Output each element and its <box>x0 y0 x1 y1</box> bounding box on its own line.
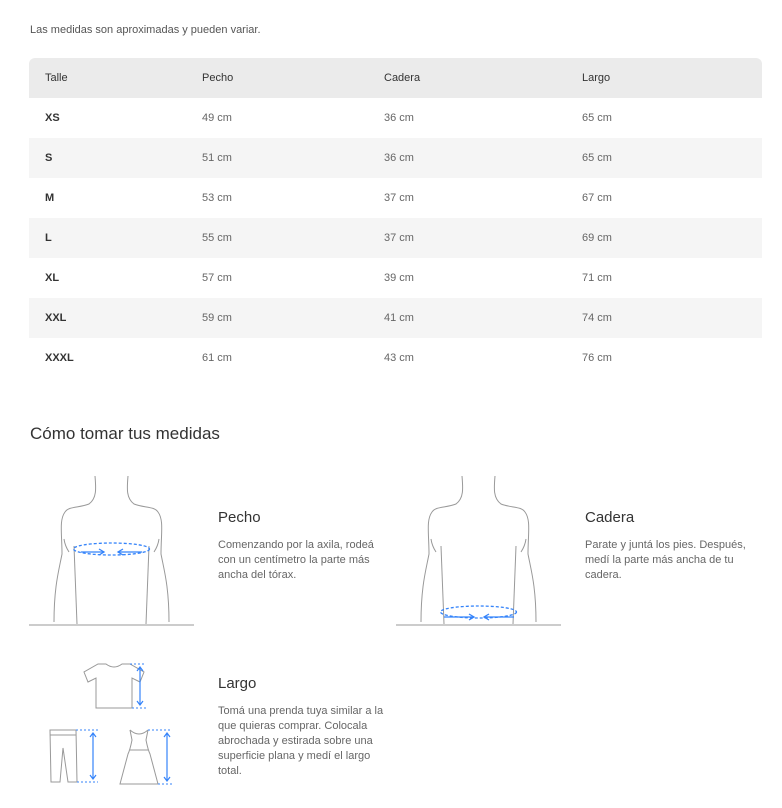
pecho-cell: 59 cm <box>202 312 232 324</box>
table-row <box>29 138 762 178</box>
cadera-cell: 36 cm <box>384 152 414 164</box>
hip-measure-illustration <box>396 474 561 628</box>
pecho-cell: 51 cm <box>202 152 232 164</box>
cadera-cell: 43 cm <box>384 352 414 364</box>
cadera-cell: 37 cm <box>384 232 414 244</box>
chest-title: Pecho <box>218 509 261 526</box>
pecho-cell: 61 cm <box>202 352 232 364</box>
table-row <box>29 98 762 138</box>
hip-instructions <box>585 509 760 583</box>
disclaimer-note: Las medidas son aproximadas y pueden variar. <box>30 24 261 36</box>
cadera-cell: 41 cm <box>384 312 414 324</box>
size-cell: XXL <box>45 312 67 324</box>
length-text: Tomá una prenda tuya similar a la que quieras comprar. Colocala abrochada y estirada sobre una superficie plana y medí el largo total. <box>218 705 384 777</box>
section-title: Cómo tomar tus medidas <box>30 424 220 443</box>
chest-measure-illustration <box>29 474 194 628</box>
hip-text: Parate y juntá los pies. Después, medí la parte más ancha de tu cadera. <box>585 539 746 581</box>
pecho-cell: 57 cm <box>202 272 232 284</box>
table-row <box>29 258 762 298</box>
pecho-cell: 53 cm <box>202 192 232 204</box>
chest-instructions <box>218 509 393 583</box>
table-row <box>29 338 762 378</box>
table-header-row <box>29 58 762 98</box>
cadera-cell: 39 cm <box>384 272 414 284</box>
length-instructions <box>218 675 393 779</box>
largo-cell: 65 cm <box>582 112 612 124</box>
header-largo: Largo <box>582 72 611 84</box>
table-row <box>29 298 762 338</box>
size-cell: S <box>45 152 53 164</box>
size-cell: XS <box>45 112 60 124</box>
pecho-cell: 55 cm <box>202 232 232 244</box>
hip-title: Cadera <box>585 509 635 526</box>
largo-cell: 74 cm <box>582 312 612 324</box>
size-cell: XL <box>45 272 60 284</box>
largo-cell: 65 cm <box>582 152 612 164</box>
header-talle: Talle <box>45 72 68 84</box>
largo-cell: 71 cm <box>582 272 612 284</box>
table-row <box>29 178 762 218</box>
table-row <box>29 218 762 258</box>
largo-cell: 67 cm <box>582 192 612 204</box>
cadera-cell: 36 cm <box>384 112 414 124</box>
size-cell: XXXL <box>45 352 74 364</box>
length-title: Largo <box>218 675 257 692</box>
size-table <box>29 58 762 378</box>
length-measure-illustration <box>46 660 186 788</box>
cadera-cell: 37 cm <box>384 192 414 204</box>
size-cell: M <box>45 192 55 204</box>
header-cadera: Cadera <box>384 72 421 84</box>
largo-cell: 76 cm <box>582 352 612 364</box>
pecho-cell: 49 cm <box>202 112 232 124</box>
size-cell: L <box>45 232 52 244</box>
largo-cell: 69 cm <box>582 232 612 244</box>
header-pecho: Pecho <box>202 72 234 84</box>
chest-text: Comenzando por la axila, rodeá con un centímetro la parte más ancha del tórax. <box>218 539 374 581</box>
